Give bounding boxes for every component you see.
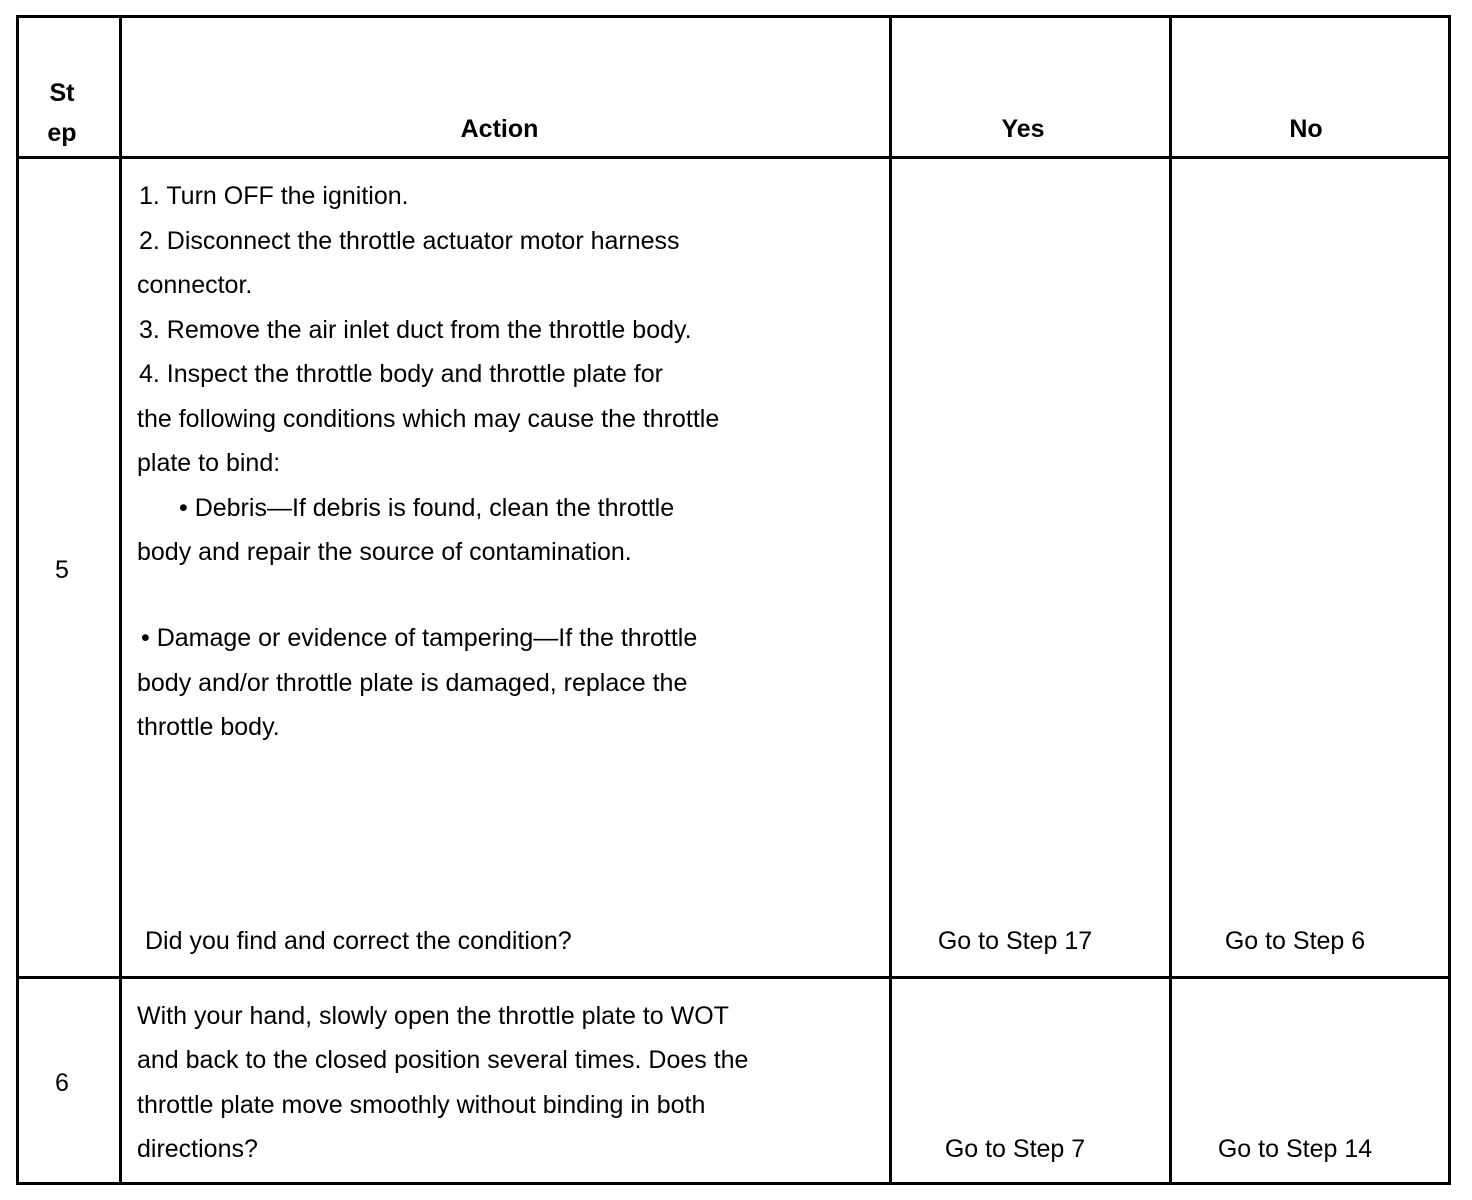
action-line: 2. Disconnect the throttle actuator motor harness <box>139 227 680 255</box>
diagnostic-table <box>16 15 1451 1185</box>
action-bullet-line: • Debris—If debris is found, clean the throttle <box>179 494 675 522</box>
header-action: Action <box>460 115 539 143</box>
header-step-line2: ep <box>47 119 77 147</box>
no-result-5: Go to Step 6 <box>1224 927 1366 955</box>
header-no: No <box>1289 115 1323 143</box>
action-line: plate to bind: <box>137 449 281 477</box>
step-number-5: 5 <box>55 556 69 584</box>
header-divider <box>19 156 1448 159</box>
header-yes: Yes <box>1001 115 1045 143</box>
header-step-line1: St <box>49 79 75 107</box>
action-line: the following conditions which may cause the throttle <box>137 405 720 433</box>
action-line: 3. Remove the air inlet duct from the throttle body. <box>139 316 692 344</box>
action-line: and back to the closed position several times. Does the <box>137 1046 749 1074</box>
row-divider <box>19 976 1448 979</box>
action-line: connector. <box>137 271 253 299</box>
yes-result-5: Go to Step 17 <box>937 927 1093 955</box>
step-number-6: 6 <box>55 1069 69 1097</box>
action-line: 4. Inspect the throttle body and throttle plate for <box>139 360 663 388</box>
yes-result-6: Go to Step 7 <box>944 1135 1086 1163</box>
action-line: directions? <box>137 1135 258 1163</box>
column-divider-step <box>119 18 122 1182</box>
action-line: throttle plate move smoothly without binding in both <box>137 1091 706 1119</box>
action-line: throttle body. <box>137 713 280 741</box>
action-bullet-line: • Damage or evidence of tampering—If the throttle <box>141 624 698 652</box>
action-line: 1. Turn OFF the ignition. <box>139 182 409 210</box>
column-divider-action <box>889 18 892 1182</box>
no-result-6: Go to Step 14 <box>1217 1135 1373 1163</box>
column-divider-yes <box>1169 18 1172 1182</box>
header-step <box>19 73 105 153</box>
question-5: Did you find and correct the condition? <box>145 927 572 955</box>
action-line: With your hand, slowly open the throttle plate to WOT <box>137 1002 729 1030</box>
action-line: body and/or throttle plate is damaged, replace the <box>137 669 688 697</box>
action-line: body and repair the source of contamination. <box>137 538 632 566</box>
